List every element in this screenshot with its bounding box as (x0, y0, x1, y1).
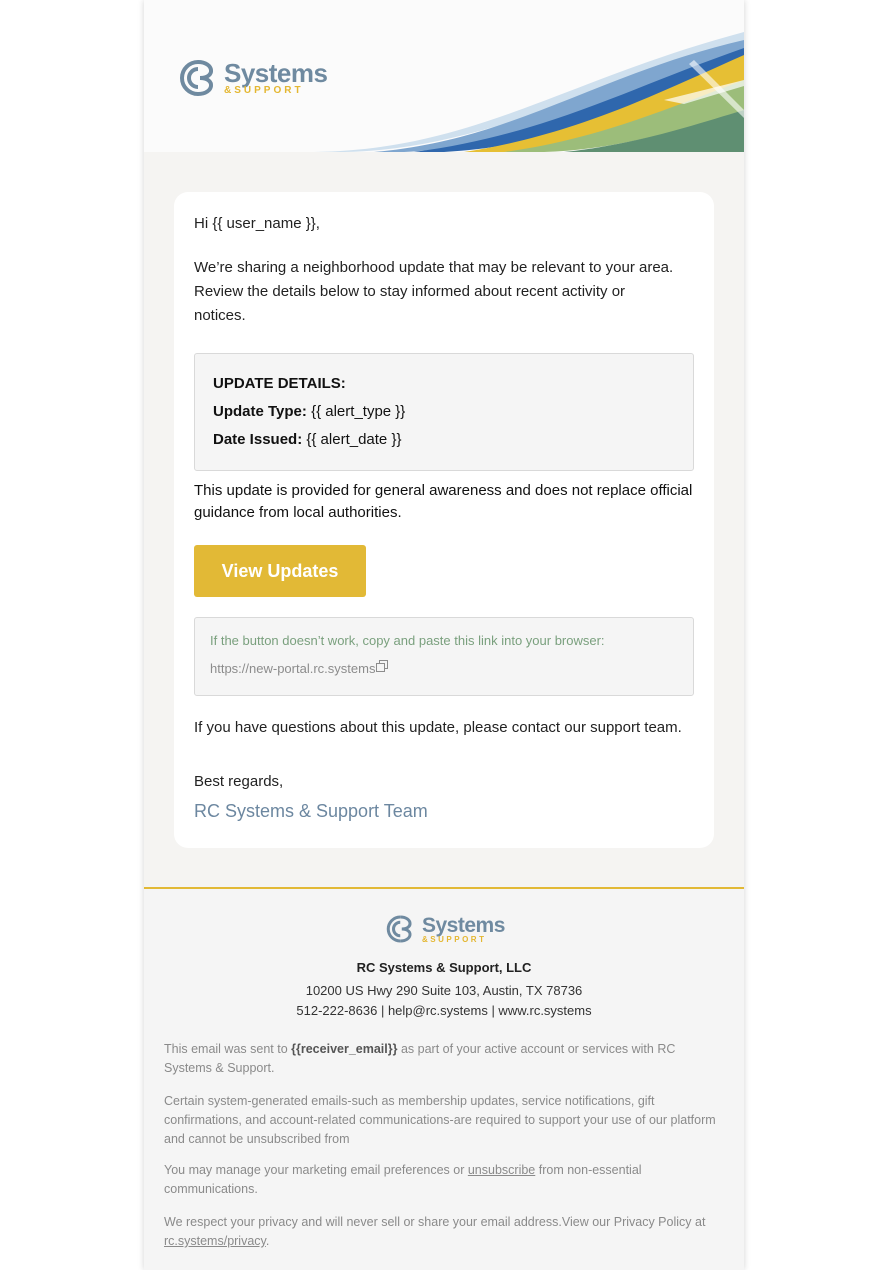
footer-logo[interactable] (384, 914, 505, 944)
logo-wordmark: Systems (224, 58, 328, 88)
greeting: Hi {{ user_name }}, (194, 215, 320, 232)
company-address: 10200 US Hwy 290 Suite 103, Austin, TX 78736 (305, 983, 583, 998)
system-emails-notice: Certain system-generated emails-such as membership updates, service notifications, gift confirmations, and account-related communications-are required to support your use of our platform and cannot be unsubscribed from (164, 1094, 716, 1146)
privacy-notice: We respect your privacy and will never sell or share your email address.View our Privacy Policy at rc.systems/privacy. (164, 1215, 706, 1248)
update-details-box (194, 353, 694, 471)
rc-logo-icon (178, 58, 220, 98)
logo-subtitle: &SUPPORT (224, 85, 304, 96)
update-type-label: Update Type: (213, 403, 307, 420)
receiver-email: {{receiver_email}} (291, 1042, 398, 1056)
date-issued-row (213, 431, 401, 448)
rc-logo-icon (384, 914, 418, 944)
fallback-url-text[interactable]: https://new-portal.rc.systems (210, 661, 376, 676)
message-card (174, 192, 714, 848)
manage-preferences-notice: You may manage your marketing email preferences or unsubscribe from non-essential communications. (164, 1163, 642, 1196)
update-type-value: {{ alert_type }} (306, 403, 406, 420)
date-issued-label: Date Issued: (213, 431, 303, 448)
company-name: RC Systems & Support, LLC (356, 960, 532, 975)
update-type-row (213, 403, 405, 420)
footer-logo-wordmark: Systems (422, 913, 505, 937)
sent-to-notice: This email was sent to {{receiver_email}} as part of your active account or services with RC Systems & Support. (164, 1042, 676, 1075)
header-logo[interactable] (178, 58, 327, 98)
regards-text: Best regards, (194, 773, 284, 790)
unsubscribe-link[interactable]: unsubscribe (467, 1163, 536, 1177)
fallback-link-box (194, 617, 694, 696)
email-container (144, 0, 744, 1270)
disclaimer-text: This update is provided for general awareness and does not replace official guidance from local authorities. (194, 482, 693, 521)
view-updates-button[interactable]: View Updates (194, 545, 366, 597)
details-title: UPDATE DETAILS: (213, 375, 346, 392)
fallback-url-link[interactable] (210, 661, 388, 676)
copy-icon[interactable] (376, 660, 388, 672)
date-issued-value: {{ alert_date }} (302, 431, 402, 448)
privacy-link[interactable]: rc.systems/privacy (164, 1234, 266, 1248)
questions-text: If you have questions about this update, please contact our support team. (194, 719, 682, 736)
email-footer (144, 889, 744, 1270)
email-header (144, 0, 744, 152)
footer-logo-subtitle: &SUPPORT (422, 934, 487, 944)
intro-paragraph: We’re sharing a neighborhood update that may be relevant to your area. Review the details below to stay informed about recent activity or notices. (194, 259, 674, 324)
fallback-hint: If the button doesn’t work, copy and paste this link into your browser: (210, 633, 605, 648)
team-signature: RC Systems & Support Team (194, 801, 428, 821)
company-contact: 512-222-8636 | help@rc.systems | www.rc.systems (296, 1003, 592, 1018)
